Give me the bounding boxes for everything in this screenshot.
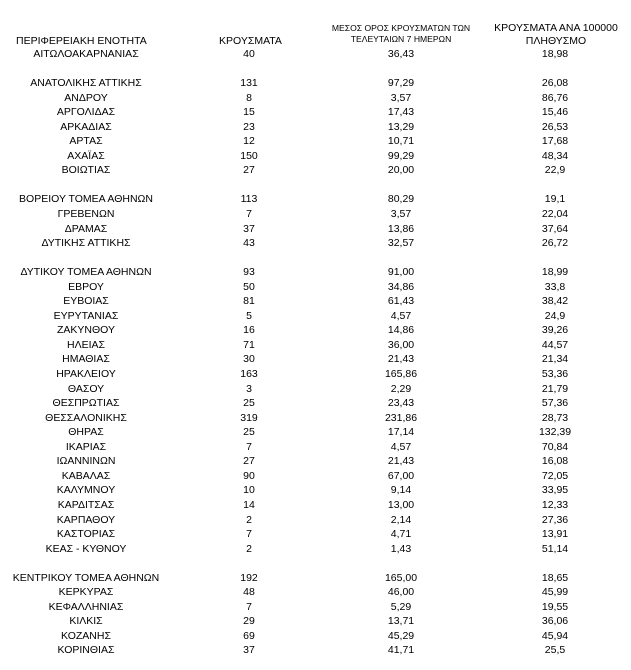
- per100k-cell: 13,91: [541, 528, 569, 541]
- per100k-cell: 45,99: [541, 586, 569, 599]
- region-cell: ΘΗΡΑΣ: [68, 426, 104, 439]
- cases-cell: 25: [243, 397, 255, 410]
- region-cell: ΒΟΙΩΤΙΑΣ: [61, 164, 111, 177]
- per100k-cell: 132,39: [538, 426, 572, 439]
- cases-cell: 15: [243, 106, 255, 119]
- per100k-cell: 19,1: [544, 193, 566, 206]
- table-row: [0, 163, 631, 178]
- avg7-cell: 3,57: [390, 208, 412, 221]
- table-row: [0, 629, 631, 644]
- cases-cell: 7: [246, 208, 252, 221]
- region-cell: ΕΒΡΟΥ: [68, 280, 104, 293]
- cases-cell: 16: [243, 324, 255, 337]
- avg7-cell: 99,29: [387, 149, 415, 162]
- avg7-cell: 4,57: [390, 309, 412, 322]
- per100k-cell: 70,84: [541, 440, 569, 453]
- per100k-cell: 72,05: [541, 469, 569, 482]
- table-row: [0, 440, 631, 455]
- avg7-cell: 45,29: [387, 629, 415, 642]
- cases-cell: 43: [243, 237, 255, 250]
- region-cell: ΑΧΑΪΑΣ: [67, 149, 105, 162]
- header-per100k-line2: ΠΛΗΘΥΣΜΟ: [525, 35, 587, 47]
- table-row: [0, 527, 631, 542]
- avg7-cell: 10,71: [387, 135, 415, 148]
- region-cell: ΔΡΑΜΑΣ: [64, 222, 108, 235]
- avg7-cell: 80,29: [387, 193, 415, 206]
- region-cell: ΚΑΣΤΟΡΙΑΣ: [56, 528, 116, 541]
- cases-cell: 2: [246, 542, 252, 555]
- per100k-cell: 28,73: [541, 411, 569, 424]
- avg7-cell: 23,43: [387, 397, 415, 410]
- region-cell: ΚΕΑΣ - ΚΥΘΝΟΥ: [45, 542, 127, 555]
- per100k-cell: 26,53: [541, 120, 569, 133]
- per100k-cell: 25,5: [544, 644, 566, 657]
- row-spacer: [0, 556, 631, 571]
- avg7-cell: 21,43: [387, 353, 415, 366]
- avg7-cell: 231,86: [384, 411, 418, 424]
- table-row: [0, 192, 631, 207]
- cases-cell: 150: [240, 149, 258, 162]
- per100k-cell: 24,9: [544, 309, 566, 322]
- table-row: [0, 338, 631, 353]
- table-row: [0, 571, 631, 586]
- cases-cell: 27: [243, 164, 255, 177]
- per100k-cell: 16,08: [541, 455, 569, 468]
- per100k-cell: 22,9: [544, 164, 566, 177]
- cases-cell: 29: [243, 615, 255, 628]
- region-cell: ΑΙΤΩΛΟΑΚΑΡΝΑΝΙΑΣ: [33, 48, 139, 60]
- table-row: [0, 411, 631, 426]
- per100k-cell: 45,94: [541, 629, 569, 642]
- avg7-cell: 91,00: [387, 266, 415, 279]
- region-cell: ΙΩΑΝΝΙΝΩΝ: [56, 455, 116, 468]
- per100k-cell: 48,34: [541, 149, 569, 162]
- region-cell: ΘΕΣΣΑΛΟΝΙΚΗΣ: [45, 411, 127, 424]
- table-row: [0, 483, 631, 498]
- per100k-cell: 57,36: [541, 397, 569, 410]
- avg7-cell: 17,43: [387, 106, 415, 119]
- region-cell: ΒΟΡΕΙΟΥ ΤΟΜΕΑ ΑΘΗΝΩΝ: [19, 193, 153, 206]
- cases-cell: 40: [243, 48, 255, 60]
- table-row: [0, 396, 631, 411]
- avg7-cell: 13,86: [387, 222, 415, 235]
- per100k-cell: 39,26: [541, 324, 569, 337]
- avg7-cell: 4,57: [390, 440, 412, 453]
- cases-cell: 27: [243, 455, 255, 468]
- per100k-cell: 27,36: [541, 513, 569, 526]
- cases-cell: 37: [243, 644, 255, 657]
- per100k-cell: 51,14: [541, 542, 569, 555]
- table-row: [0, 513, 631, 528]
- cases-cell: 69: [243, 629, 255, 642]
- avg7-cell: 2,29: [390, 382, 412, 395]
- avg7-cell: 4,71: [390, 528, 412, 541]
- avg7-cell: 13,71: [387, 615, 415, 628]
- per100k-cell: 22,04: [541, 208, 569, 221]
- row-spacer: [0, 178, 631, 193]
- header-region: ΠΕΡΙΦΕΡΕΙΑΚΗ ΕΝΟΤΗΤΑ: [16, 35, 147, 47]
- table-row: [0, 425, 631, 440]
- table-row: [0, 469, 631, 484]
- table-row: [0, 294, 631, 309]
- avg7-cell: 17,14: [387, 426, 415, 439]
- avg7-cell: 165,00: [384, 571, 418, 584]
- avg7-cell: 165,86: [384, 368, 418, 381]
- region-cell: ΚΟΡΙΝΘΙΑΣ: [57, 644, 115, 657]
- avg7-cell: 2,14: [390, 513, 412, 526]
- region-cell: ΕΥΡΥΤΑΝΙΑΣ: [53, 309, 119, 322]
- avg7-cell: 5,29: [390, 600, 412, 613]
- cases-cell: 7: [246, 528, 252, 541]
- table-row: [0, 134, 631, 149]
- per100k-cell: 86,76: [541, 91, 569, 104]
- table-row: [0, 352, 631, 367]
- table-row: [0, 105, 631, 120]
- region-cell: ΙΚΑΡΙΑΣ: [65, 440, 107, 453]
- row-spacer: [0, 62, 631, 77]
- table-row: [0, 454, 631, 469]
- per100k-cell: 36,06: [541, 615, 569, 628]
- region-cell: ΖΑΚΥΝΘΟΥ: [56, 324, 116, 337]
- region-cell: ΓΡΕΒΕΝΩΝ: [57, 208, 115, 221]
- table-row: [0, 47, 631, 62]
- table-row: [0, 120, 631, 135]
- cases-cell: 48: [243, 586, 255, 599]
- header-avg7-line2: ΤΕΛΕΥΤΑΙΩΝ 7 ΗΜΕΡΩΝ: [350, 34, 452, 44]
- region-cell: ΘΕΣΠΡΩΤΙΑΣ: [52, 397, 120, 410]
- table-body: [0, 47, 631, 658]
- per100k-cell: 26,72: [541, 237, 569, 250]
- table-row: [0, 542, 631, 557]
- region-cell: ΔΥΤΙΚΗΣ ΑΤΤΙΚΗΣ: [41, 237, 131, 250]
- region-cell: ΚΑΡΔΙΤΣΑΣ: [57, 498, 115, 511]
- avg7-cell: 97,29: [387, 77, 415, 90]
- cases-cell: 192: [240, 571, 258, 584]
- table-row: [0, 614, 631, 629]
- table-row: [0, 382, 631, 397]
- per100k-cell: 15,46: [541, 106, 569, 119]
- per100k-cell: 38,42: [541, 295, 569, 308]
- cases-cell: 12: [243, 135, 255, 148]
- table-row: [0, 643, 631, 658]
- cases-cell: 50: [243, 280, 255, 293]
- cases-cell: 25: [243, 426, 255, 439]
- region-cell: ΑΡΤΑΣ: [69, 135, 103, 148]
- avg7-cell: 13,00: [387, 498, 415, 511]
- per100k-cell: 18,65: [541, 571, 569, 584]
- cases-cell: 10: [243, 484, 255, 497]
- region-cell: ΚΑΒΑΛΑΣ: [61, 469, 111, 482]
- table-header: [0, 0, 631, 48]
- avg7-cell: 20,00: [387, 164, 415, 177]
- header-cases: ΚΡΟΥΣΜΑΤΑ: [219, 35, 282, 47]
- cases-cell: 131: [240, 77, 258, 90]
- cases-cell: 37: [243, 222, 255, 235]
- per100k-cell: 53,36: [541, 368, 569, 381]
- region-cell: ΑΡΚΑΔΙΑΣ: [60, 120, 112, 133]
- cases-cell: 7: [246, 600, 252, 613]
- per100k-cell: 33,8: [544, 280, 566, 293]
- table-row: [0, 222, 631, 237]
- table-row: [0, 585, 631, 600]
- cases-cell: 8: [246, 91, 252, 104]
- table-row: [0, 323, 631, 338]
- avg7-cell: 36,00: [387, 338, 415, 351]
- per100k-cell: 18,98: [541, 48, 569, 60]
- avg7-cell: 21,43: [387, 455, 415, 468]
- table-row: [0, 265, 631, 280]
- per100k-cell: 33,95: [541, 484, 569, 497]
- cases-cell: 5: [246, 309, 252, 322]
- per100k-cell: 44,57: [541, 338, 569, 351]
- cases-cell: 90: [243, 469, 255, 482]
- region-cell: ΗΡΑΚΛΕΙΟΥ: [56, 368, 116, 381]
- region-cell: ΚΕΦΑΛΛΗΝΙΑΣ: [48, 600, 124, 613]
- avg7-cell: 61,43: [387, 295, 415, 308]
- region-cell: ΑΡΓΟΛΙΔΑΣ: [56, 106, 116, 119]
- cases-cell: 23: [243, 120, 255, 133]
- region-cell: ΗΜΑΘΙΑΣ: [62, 353, 110, 366]
- per100k-cell: 17,68: [541, 135, 569, 148]
- cases-cell: 3: [246, 382, 252, 395]
- cases-cell: 319: [240, 411, 258, 424]
- table-row: [0, 309, 631, 324]
- avg7-cell: 34,86: [387, 280, 415, 293]
- per100k-cell: 18,99: [541, 266, 569, 279]
- avg7-cell: 3,57: [390, 91, 412, 104]
- per100k-cell: 26,08: [541, 77, 569, 90]
- region-cell: ΚΕΡΚΥΡΑΣ: [58, 586, 114, 599]
- table-row: [0, 498, 631, 513]
- region-cell: ΚΙΛΚΙΣ: [69, 615, 103, 628]
- row-spacer: [0, 251, 631, 266]
- per100k-cell: 21,34: [541, 353, 569, 366]
- table-row: [0, 600, 631, 615]
- table-row: [0, 149, 631, 164]
- cases-cell: 14: [243, 498, 255, 511]
- region-cell: ΗΛΕΙΑΣ: [66, 338, 106, 351]
- avg7-cell: 1,43: [390, 542, 412, 555]
- avg7-cell: 67,00: [387, 469, 415, 482]
- region-cell: ΚΑΡΠΑΘΟΥ: [56, 513, 116, 526]
- cases-cell: 163: [240, 368, 258, 381]
- avg7-cell: 14,86: [387, 324, 415, 337]
- per100k-cell: 21,79: [541, 382, 569, 395]
- cases-cell: 2: [246, 513, 252, 526]
- region-cell: ΕΥΒΟΙΑΣ: [63, 295, 109, 308]
- region-cell: ΑΝΑΤΟΛΙΚΗΣ ΑΤΤΙΚΗΣ: [30, 77, 142, 90]
- region-cell: ΚΕΝΤΡΙΚΟΥ ΤΟΜΕΑ ΑΘΗΝΩΝ: [12, 571, 160, 584]
- cases-cell: 113: [240, 193, 258, 206]
- cases-cell: 71: [243, 338, 255, 351]
- avg7-cell: 36,43: [387, 48, 415, 60]
- table-row: [0, 236, 631, 251]
- per100k-cell: 37,64: [541, 222, 569, 235]
- per100k-cell: 19,55: [541, 600, 569, 613]
- avg7-cell: 13,29: [387, 120, 415, 133]
- cases-cell: 93: [243, 266, 255, 279]
- table-row: [0, 280, 631, 295]
- avg7-cell: 9,14: [390, 484, 412, 497]
- region-cell: ΑΝΔΡΟΥ: [64, 91, 108, 104]
- table-row: [0, 367, 631, 382]
- avg7-cell: 46,00: [387, 586, 415, 599]
- region-cell: ΔΥΤΙΚΟΥ ΤΟΜΕΑ ΑΘΗΝΩΝ: [20, 266, 152, 279]
- table-row: [0, 91, 631, 106]
- cases-cell: 30: [243, 353, 255, 366]
- region-cell: ΚΟΖΑΝΗΣ: [61, 629, 111, 642]
- avg7-cell: 32,57: [387, 237, 415, 250]
- header-per100k-line1: ΚΡΟΥΣΜΑΤΑ ΑΝΑ 100000: [494, 22, 618, 34]
- header-avg7-line1: ΜΕΣΟΣ ΟΡΟΣ ΚΡΟΥΣΜΑΤΩΝ ΤΩΝ: [331, 23, 471, 33]
- table-row: [0, 207, 631, 222]
- cases-cell: 7: [246, 440, 252, 453]
- avg7-cell: 41,71: [387, 644, 415, 657]
- region-cell: ΘΑΣΟΥ: [67, 382, 105, 395]
- region-cell: ΚΑΛΥΜΝΟΥ: [56, 484, 116, 497]
- per100k-cell: 12,33: [541, 498, 569, 511]
- table-row: [0, 76, 631, 91]
- cases-cell: 81: [243, 295, 255, 308]
